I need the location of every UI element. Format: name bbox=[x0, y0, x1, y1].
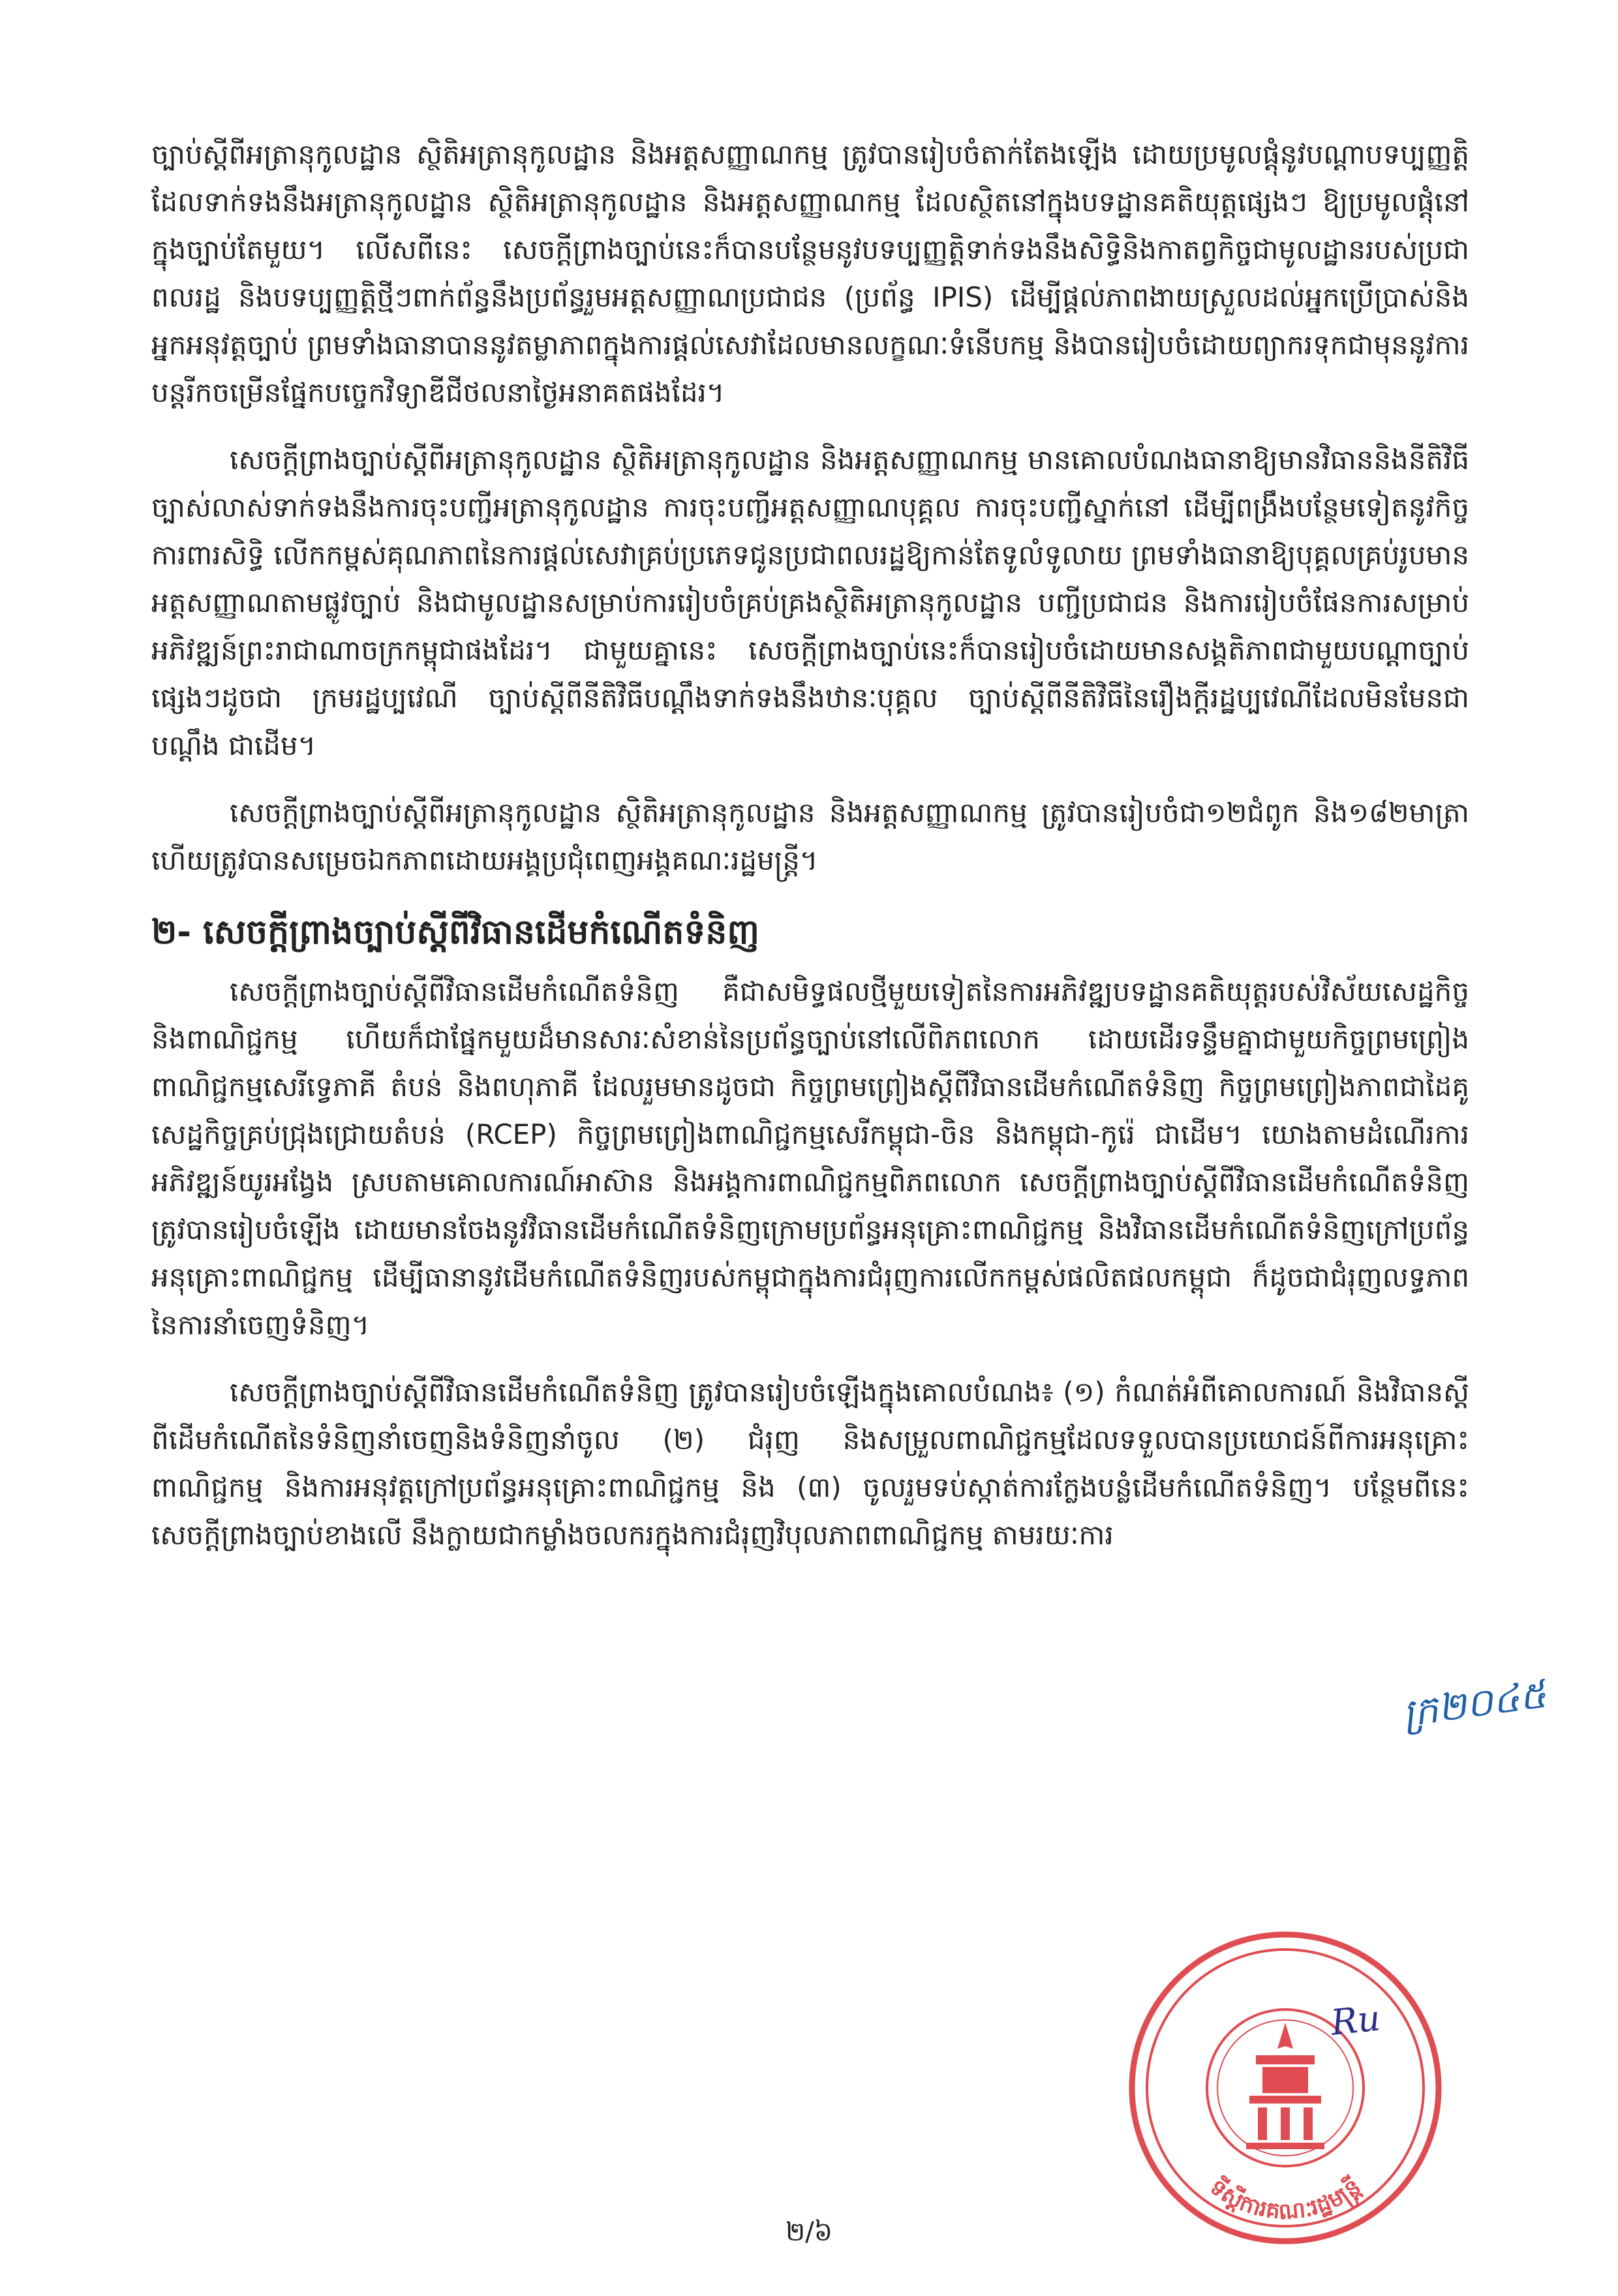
section-paragraph-1: សេចក្តីព្រាងច្បាប់ស្តីពីវិធានដើមកំណើតទំនិញ គឺជាសមិទ្ធផលថ្មីមួយទៀតនៃការអភិវឌ្ឍបទដ្ឋានគតិយុត្តរបស់វិស័យសេដ្ឋកិច្ចនិងពាណិជ្ជកម្ម ហើយក៏ជាផ្នែកមួយដ៏មានសារៈសំខាន់នៃប្រព័ន្ធច្បាប់នៅលើពិភពលោក ដោយដើរទន្ទឹមគ្នាជាមួយកិច្ចព្រមព្រៀងពាណិជ្ជកម្មសេរីទ្វេភាគី តំបន់ និងពហុភាគី ដែលរួមមានដូចជា កិច្ចព្រមព្រៀងស្តីពីវិធានដើមកំណើតទំនិញ កិច្ចព្រមព្រៀងភាពជាដៃគូសេដ្ឋកិច្ចគ្រប់ជ្រុងជ្រោយតំបន់ (RCEP) កិច្ចព្រមព្រៀងពាណិជ្ជកម្មសេរីកម្ពុជា-ចិន និងកម្ពុជា-កូរ៉េ ជាដើម។ យោងតាមដំណើរការអភិវឌ្ឍន៍យូរអង្វែង ស្របតាមគោលការណ៍អាស៊ាន និងអង្គការពាណិជ្ជកម្មពិភពលោក សេចក្តីព្រាងច្បាប់ស្តីពីវិធានដើមកំណើតទំនិញ ត្រូវបានរៀបចំឡើង ដោយមានចែងនូវវិធានដើមកំណើតទំនិញក្រោមប្រព័ន្ធអនុគ្រោះពាណិជ្ជកម្ម និងវិធានដើមកំណើតទំនិញក្រៅប្រព័ន្ធអនុគ្រោះពាណិជ្ជកម្ម ដើម្បីធានានូវដើមកំណើតទំនិញរបស់កម្ពុជាក្នុងការជំរុញការលើកកម្ពស់ផលិតផលកម្ពុជា ក៏ដូចជាជំរុញលទ្ធភាពនៃការនាំចេញទំនិញ។ bbox=[151, 975, 1469, 1341]
section-paragraph-2: សេចក្តីព្រាងច្បាប់ស្តីពីវិធានដើមកំណើតទំនិញ ត្រូវបានរៀបចំឡើងក្នុងគោលបំណង៖ (១) កំណត់អំពីគោលការណ៍ និងវិធានស្តីពីដើមកំណើតនៃទំនិញនាំចេញនិងទំនិញនាំចូល (២) ជំរុញ និងសម្រួលពាណិជ្ជកម្មដែលទទួលបានប្រយោជន៍ពីការអនុគ្រោះពាណិជ្ជកម្ម និងការអនុវត្តក្រៅប្រព័ន្ធអនុគ្រោះពាណិជ្ជកម្ម និង (៣) ចូលរួមទប់ស្កាត់ការក្លែងបន្លំដើមកំណើតទំនិញ។ បន្ថែមពីនេះ សេចក្តីព្រាងច្បាប់ខាងលើ នឹងក្លាយជាកម្លាំងចលករក្នុងការជំរុញវិបុលភាពពាណិជ្ជកម្ម តាមរយៈការ bbox=[151, 1376, 1469, 1551]
document-body bbox=[151, 130, 1469, 1578]
signature: Ru bbox=[1328, 1997, 1382, 2043]
paragraph-1: ច្បាប់ស្តីពីអត្រានុកូលដ្ឋាន ស្ថិតិអត្រានុកូលដ្ឋាន និងអត្តសញ្ញាណកម្ម ត្រូវបានរៀបចំតាក់តែងឡើង ដោយប្រមូលផ្តុំនូវបណ្តាបទប្បញ្ញត្តិដែលទាក់ទងនឹងអត្រានុកូលដ្ឋាន ស្ថិតិអត្រានុកូលដ្ឋាន និងអត្តសញ្ញាណកម្ម ដែលស្ថិតនៅក្នុងបទដ្ឋានគតិយុត្តផ្សេងៗ ឱ្យប្រមូលផ្តុំនៅក្នុងច្បាប់តែមួយ។ លើសពីនេះ សេចក្តីព្រាងច្បាប់នេះក៏បានបន្ថែមនូវបទប្បញ្ញត្តិទាក់ទងនឹងសិទ្ធិនិងកាតព្វកិច្ចជាមូលដ្ឋានរបស់ប្រជាពលរដ្ឋ និងបទប្បញ្ញត្តិថ្មីៗពាក់ព័ន្ធនឹងប្រព័ន្ធរួមអត្តសញ្ញាណប្រជាជន (ប្រព័ន្ធ IPIS) ដើម្បីផ្តល់ភាពងាយស្រួលដល់អ្នកប្រើប្រាស់និងអ្នកអនុវត្តច្បាប់ ព្រមទាំងធានាបាននូវតម្លាភាពក្នុងការផ្តល់សេវាដែលមានលក្ខណៈទំនើបកម្ម និងបានរៀបចំដោយព្យាករទុកជាមុននូវការបន្តរីកចម្រើនផ្នែកបច្ចេកវិទ្យាឌីជីថលនាថ្ងៃអនាគតផងដែរ។ bbox=[151, 138, 1469, 408]
page-number: ២/៦ bbox=[785, 2217, 833, 2247]
handwritten-note: ក្រ២០៤៥ bbox=[1399, 1672, 1549, 1736]
section-heading: ២- សេចក្តីព្រាងច្បាប់ស្តីពីវិធានដើមកំណើតទំនិញ bbox=[151, 913, 759, 952]
official-seal-stamp bbox=[1122, 1925, 1448, 2251]
paragraph-3: សេចក្តីព្រាងច្បាប់ស្តីពីអត្រានុកូលដ្ឋាន ស្ថិតិអត្រានុកូលដ្ឋាន និងអត្តសញ្ញាណកម្ម ត្រូវបានរៀបចំជា១២ជំពូក និង១៨២មាត្រា ហើយត្រូវបានសម្រេចឯកភាពដោយអង្គប្រជុំពេញអង្គគណៈរដ្ឋមន្ត្រី។ bbox=[151, 797, 1469, 876]
seal-text: ទីស្តីការគណៈរដ្ឋមន្ត្រី bbox=[1204, 2173, 1366, 2226]
paragraph-2: សេចក្តីព្រាងច្បាប់ស្តីពីអត្រានុកូលដ្ឋាន ស្ថិតិអត្រានុកូលដ្ឋាន និងអត្តសញ្ញាណកម្ម មានគោលបំណងធានាឱ្យមានវិធាននិងនីតិវិធីច្បាស់លាស់ទាក់ទងនឹងការចុះបញ្ជីអត្រានុកូលដ្ឋាន ការចុះបញ្ជីអត្តសញ្ញាណបុគ្គល ការចុះបញ្ជីស្នាក់នៅ ដើម្បីពង្រឹងបន្ថែមទៀតនូវកិច្ចការពារសិទ្ធិ លើកកម្ពស់គុណភាពនៃការផ្តល់សេវាគ្រប់ប្រភេទជូនប្រជាពលរដ្ឋឱ្យកាន់តែទូលំទូលាយ ព្រមទាំងធានាឱ្យបុគ្គលគ្រប់រូបមានអត្តសញ្ញាណតាមផ្លូវច្បាប់ និងជាមូលដ្ឋានសម្រាប់ការរៀបចំគ្រប់គ្រងស្ថិតិអត្រានុកូលដ្ឋាន បញ្ជីប្រជាជន និងការរៀបចំផែនការសម្រាប់អភិវឌ្ឍន៍ព្រះរាជាណាចក្រកម្ពុជាផងដែរ។ ជាមួយគ្នានេះ សេចក្តីព្រាងច្បាប់នេះក៏បានរៀបចំដោយមានសង្គតិភាពជាមួយបណ្តាច្បាប់ផ្សេងៗដូចជា ក្រមរដ្ឋប្បវេណី ច្បាប់ស្តីពីនីតិវិធីបណ្តឹងទាក់ទងនឹងឋានៈបុគ្គល ច្បាប់ស្តីពីនីតិវិធីនៃរឿងក្តីរដ្ឋប្បវេណីដែលមិនមែនជាបណ្តឹង ជាដើម។ bbox=[151, 444, 1469, 761]
